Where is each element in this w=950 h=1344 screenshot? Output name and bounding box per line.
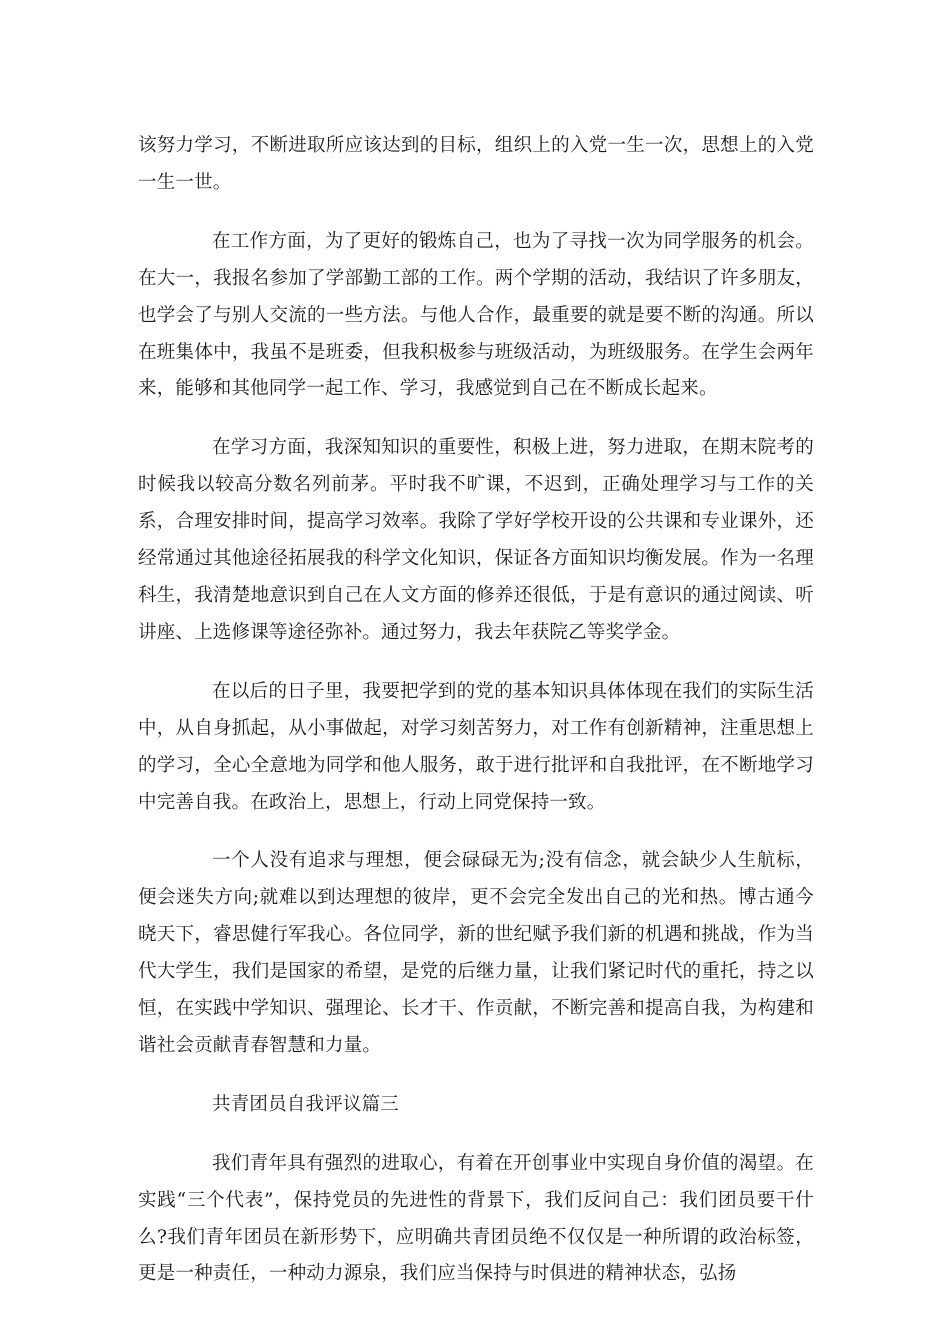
paragraph-future: 在以后的日子里，我要把学到的党的基本知识具体体现在我们的实际生活中，从自身抓起，从小事做起，对学习刻苦努力，对工作有创新精神，注重思想上的学习，全心全意地为同学和他人服务，敢于进行批评和自我批评，在不断地学习中完善自我。在政治上，思想上，行动上同党保持一致。 [138,680,814,813]
document-page [138,128,814,1315]
paragraph-continuation: 该努力学习，不断进取所应该达到的目标，组织上的入党一生一次，思想上的入党一生一世。 [138,135,814,193]
section-heading: 共青团员自我评议篇三 [212,1093,400,1115]
paragraph-work: 在工作方面，为了更好的锻炼自己，也为了寻找一次为同学服务的机会。在大一，我报名参加了学部勤工部的工作。两个学期的活动，我结识了许多朋友，也学会了与别人交流的一些方法。与他人合作，最重要的就是要不断的沟通。所以在班集体中，我虽不是班委，但我积极参与班级活动，为班级服务。在学生会两年来，能够和其他同学一起工作、学习，我感觉到自己在不断成长起来。 [138,230,814,400]
paragraph-youth: 我们青年具有强烈的进取心，有着在开创事业中实现自身价值的渴望。在实践“三个代表”，保持党员的先进性的背景下，我们反问自己：我们团员要干什么?我们青年团员在新形势下，应明确共青团员绝不仅仅是一种所谓的政治标签，更是一种责任，一种动力源泉，我们应当保持与时俱进的精神状态，弘扬 [138,1152,814,1285]
paragraph-study: 在学习方面，我深知知识的重要性，积极上进，努力进取，在期末院考的时候我以较高分数名列前茅。平时我不旷课，不迟到，正确处理学习与工作的关系，合理安排时间，提高学习效率。我除了学好学校开设的公共课和专业课外，还经常通过其他途径拓展我的科学文化知识，保证各方面知识均衡发展。作为一名理科生，我清楚地意识到自己在人文方面的修养还很低，于是有意识的通过阅读、听讲座、上选修课等途径弥补。通过努力，我去年获院乙等奖学金。 [138,437,814,643]
paragraph-ideals: 一个人没有追求与理想，便会碌碌无为;没有信念，就会缺少人生航标，便会迷失方向;就难以到达理想的彼岸，更不会完全发出自己的光和热。博古通今晓天下，睿思健行军我心。各位同学，新的世纪赋予我们新的机遇和挑战，作为当代大学生，我们是国家的希望，是党的后继力量，让我们紧记时代的重托，持之以恒，在实践中学知识、强理论、长才干、作贡献，不断完善和提高自我，为构建和谐社会贡献青春智慧和力量。 [138,850,814,1056]
